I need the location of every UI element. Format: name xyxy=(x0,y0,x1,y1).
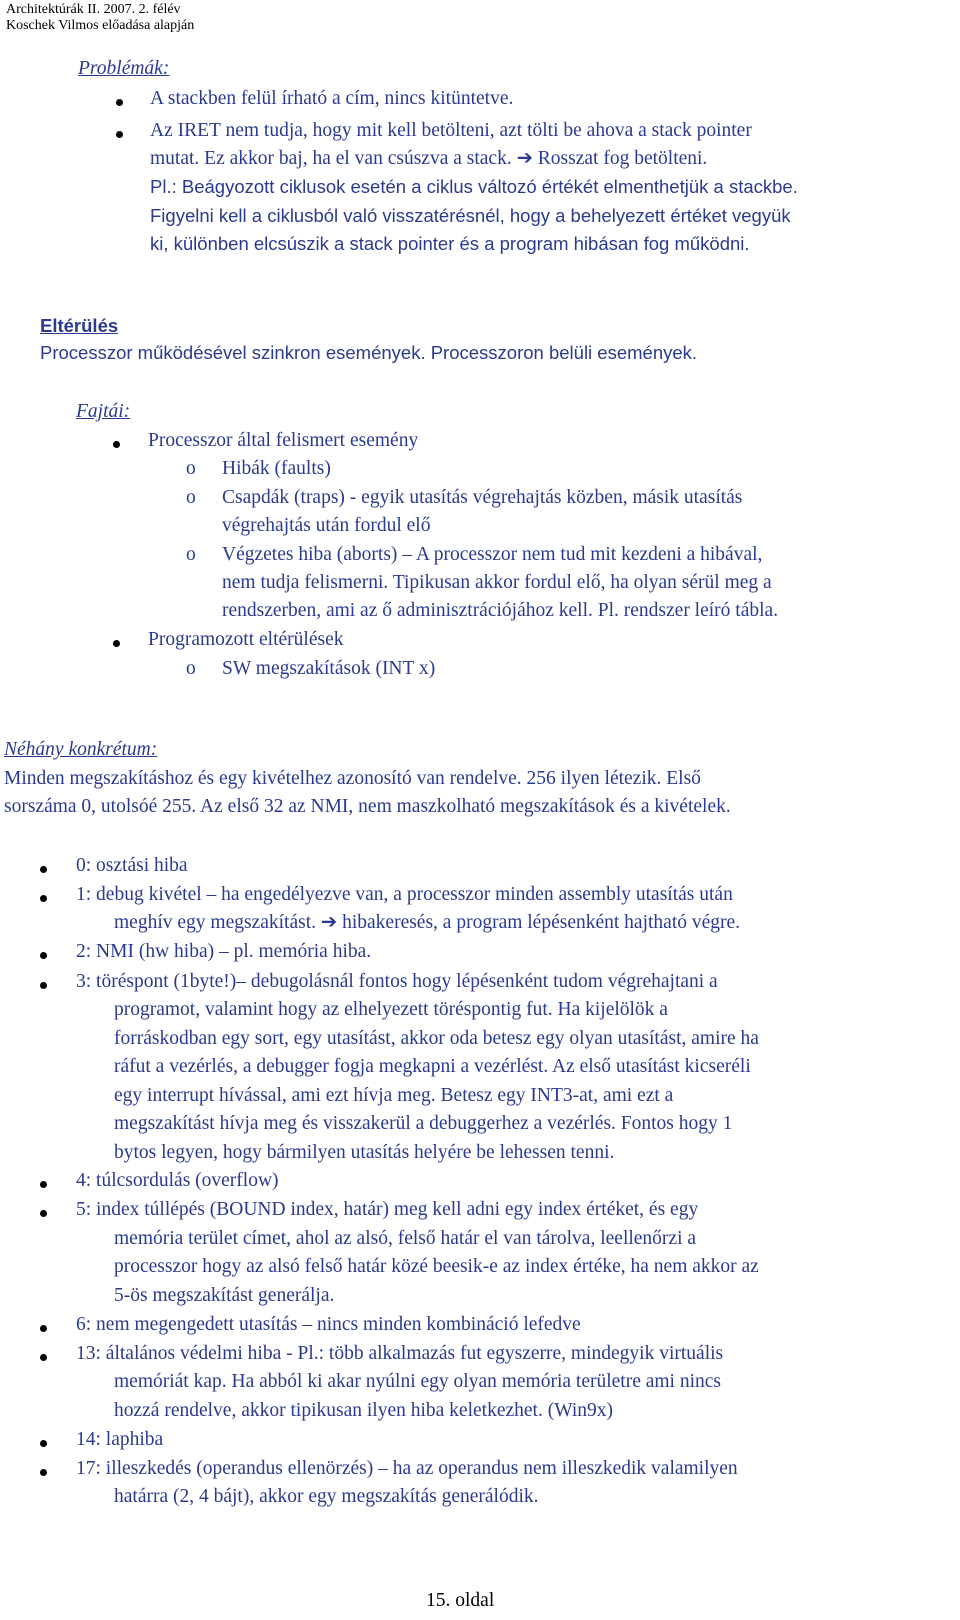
bullet-icon xyxy=(40,1210,47,1217)
fajtai-subitem-cont: végrehajtás után fordul elő xyxy=(222,515,431,536)
konkret-paragraph: Minden megszakításhoz és egy kivételhez azonosító van rendelve. 256 ilyen létezik. Első xyxy=(4,768,701,789)
bullet-icon xyxy=(40,1469,47,1476)
list-item: 14: laphiba xyxy=(76,1429,164,1450)
problem-line xyxy=(150,148,707,170)
list-item: 0: osztási hiba xyxy=(76,855,188,876)
list-item: 17: illeszkedés (operandus ellenörzés) – ha az operandus nem illeszkedik valamilyen xyxy=(76,1458,738,1479)
list-item-cont: programot, valamint hogy az elhelyezett töréspontig fut. Ha kijelölök a xyxy=(114,999,668,1020)
bullet-icon xyxy=(40,895,47,902)
fajtai-subitem-cont: rendszerben, ami az ő adminisztrációjához kell. Pl. rendszer leíró tábla. xyxy=(222,600,779,621)
problem-line-text: mutat. Ez akkor baj, ha el van csúszva a stack. xyxy=(150,148,512,169)
problems-heading: Problémák: xyxy=(78,58,170,79)
problem-line: Pl.: Beágyozott ciklusok esetén a ciklus változó értékét elmenthetjük a stackbe. xyxy=(150,176,798,197)
problem-line-text: Rosszat fog betölteni. xyxy=(537,148,708,169)
bullet-icon xyxy=(116,99,123,106)
fajtai-subitem: Csapdák (traps) - egyik utasítás végrehajtás közben, másik utasítás xyxy=(222,487,743,508)
bullet-icon xyxy=(40,982,47,989)
problem-line: Figyelni kell a ciklusból való visszatérésnél, hogy a behelyezett értéket vegyük xyxy=(150,205,791,226)
problem-line: ki, különben elcsúszik a stack pointer és a program hibásan fog működni. xyxy=(150,233,750,254)
problem-line: A stackben felül írható a cím, nincs kitüntetve. xyxy=(150,88,514,109)
fajtai-subitem-cont: nem tudja felismerni. Tipikusan akkor fordul elő, ha olyan sérül meg a xyxy=(222,572,772,593)
list-item-cont: forráskodban egy sort, egy utasítást, akkor oda betesz egy olyan utasítást, amire ha xyxy=(114,1028,759,1049)
list-item-cont: 5-ös megszakítást generálja. xyxy=(114,1285,335,1306)
bullet-icon xyxy=(40,1354,47,1361)
list-item-text: meghív egy megszakítást. xyxy=(114,912,316,933)
problem-line: Az IRET nem tudja, hogy mit kell betölteni, azt tölti be ahova a stack pointer xyxy=(150,120,752,141)
bullet-icon xyxy=(113,441,120,448)
list-item-cont: határra (2, 4 bájt), akkor egy megszakítás generálódik. xyxy=(114,1486,539,1507)
konkret-paragraph: sorszáma 0, utolsóé 255. Az első 32 az NMI, nem maszkolható megszakítások és a kivételek. xyxy=(4,796,731,817)
list-item: 1: debug kivétel – ha engedélyezve van, a processzor minden assembly utasítás után xyxy=(76,884,733,905)
bullet-icon xyxy=(116,131,123,138)
list-item: 13: általános védelmi hiba - Pl.: több alkalmazás fut egyszerre, mindegyik virtuális xyxy=(76,1343,724,1364)
bullet-icon xyxy=(40,952,47,959)
fajtai-subitem: Hibák (faults) xyxy=(222,458,331,479)
circle-bullet-icon: o xyxy=(186,658,196,679)
fajtai-heading: Fajtái: xyxy=(76,401,131,422)
list-item-cont: processzor hogy az alsó felső határ közé beesik-e az index értéke, ha nem akkor az xyxy=(114,1256,759,1277)
header-subtitle: Koschek Vilmos előadása alapján xyxy=(6,18,195,33)
list-item: 3: töréspont (1byte!)– debugolásnál fontos hogy lépésenként tudom végrehajtani a xyxy=(76,971,718,992)
circle-bullet-icon: o xyxy=(186,487,196,508)
list-item-text: hibakeresés, a program lépésenként hajtható végre. xyxy=(342,912,741,933)
header-title: Architektúrák II. 2007. 2. félév xyxy=(6,2,181,17)
list-item-cont: hozzá rendelve, akkor tipikusan ilyen hiba keletkezhet. (Win9x) xyxy=(114,1400,613,1421)
fajtai-subitem: Végzetes hiba (aborts) – A processzor nem tud mit kezdeni a hibával, xyxy=(222,544,763,565)
right-arrow-icon: ➔ xyxy=(320,912,338,933)
list-item: 4: túlcsordulás (overflow) xyxy=(76,1170,279,1191)
circle-bullet-icon: o xyxy=(186,458,196,479)
fajtai-item: Programozott eltérülések xyxy=(148,629,344,650)
list-item-cont: ráfut a vezérlés, a debugger fogja megkapni a vezérlést. Az első utasítást kicseréli xyxy=(114,1056,751,1077)
bullet-icon xyxy=(40,1181,47,1188)
list-item-cont: memóriát kap. Ha abból ki akar nyúlni egy olyan memória területre ami nincs xyxy=(114,1371,722,1392)
bullet-icon xyxy=(40,1325,47,1332)
bullet-icon xyxy=(113,640,120,647)
list-item-cont xyxy=(114,912,740,934)
bullet-icon xyxy=(40,1440,47,1447)
list-item-cont: memória terület címet, ahol az alsó, felső határ el van tárolva, leellenőrzi a xyxy=(114,1228,697,1249)
list-item-cont: bytos legyen, hogy bármilyen utasítás helyére be lehessen tenni. xyxy=(114,1142,615,1163)
elterules-text: Processzor működésével szinkron események. Processzoron belüli események. xyxy=(40,342,698,363)
list-item: 6: nem megengedett utasítás – nincs minden kombináció lefedve xyxy=(76,1314,581,1335)
elterules-heading: Eltérülés xyxy=(40,315,119,336)
page-number: 15. oldal xyxy=(426,1590,495,1611)
list-item-cont: egy interrupt hívással, ami ezt hívja meg. Betesz egy INT3-at, ami ezt a xyxy=(114,1085,674,1106)
circle-bullet-icon: o xyxy=(186,544,196,565)
list-item: 2: NMI (hw hiba) – pl. memória hiba. xyxy=(76,941,372,962)
bullet-icon xyxy=(40,866,47,873)
fajtai-item: Processzor által felismert esemény xyxy=(148,430,419,451)
list-item: 5: index túllépés (BOUND index, határ) meg kell adni egy index értéket, és egy xyxy=(76,1199,699,1220)
konkret-heading: Néhány konkrétum: xyxy=(4,739,158,760)
right-arrow-icon: ➔ xyxy=(516,148,533,169)
fajtai-subitem: SW megszakítások (INT x) xyxy=(222,658,436,679)
list-item-cont: megszakítást hívja meg és visszakerül a debuggerhez a vezérlés. Fontos hogy 1 xyxy=(114,1113,733,1134)
